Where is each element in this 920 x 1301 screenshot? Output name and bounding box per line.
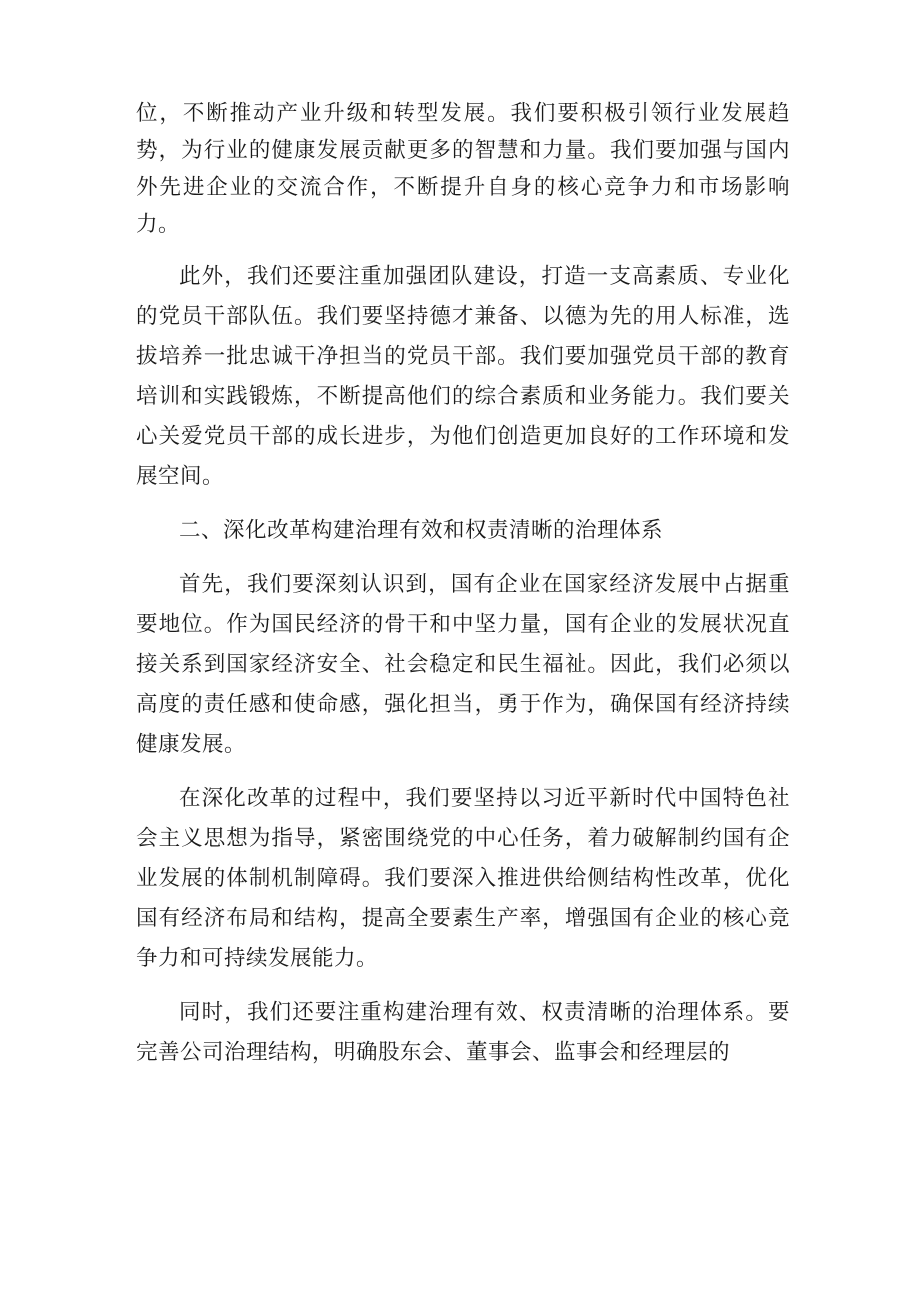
paragraph-governance: 同时，我们还要注重构建治理有效、权责清晰的治理体系。要完善公司治理结构，明确股东会、董事会、监事会和经理层的: [136, 1000, 790, 1065]
section-heading: 二、深化改革构建治理有效和权责清晰的治理体系: [179, 518, 664, 543]
paragraph-firstly: 首先，我们要深刻认识到，国有企业在国家经济发展中占据重要地位。作为国民经济的骨干和中坚力量，国有企业的发展状况直接关系到国家经济安全、社会稳定和民生福祉。因此，我们必须以高度的责任感和使命感，强化担当，勇于作为，确保国有经济持续健康发展。: [136, 572, 790, 757]
paragraph-continuation: 位，不断推动产业升级和转型发展。我们要积极引领行业发展趋势，为行业的健康发展贡献更多的智慧和力量。我们要加强与国内外先进企业的交流合作，不断提升自身的核心竞争力和市场影响力。: [136, 101, 790, 237]
paragraph-deepening-reform: 在深化改革的过程中，我们要坚持以习近平新时代中国特色社会主义思想为指导，紧密围绕党的中心任务，着力破解制约国有企业发展的体制机制障碍。我们要深入推进供给侧结构性改革，优化国有经济布局和结构，提高全要素生产率，增强国有企业的核心竞争力和可持续发展能力。: [136, 786, 790, 971]
document-body: [136, 95, 790, 1073]
paragraph-team-building: 此外，我们还要注重加强团队建设，打造一支高素质、专业化的党员干部队伍。我们要坚持德才兼备、以德为先的用人标准，选拔培养一批忠诚干净担当的党员干部。我们要加强党员干部的教育培训和实践锻炼，不断提高他们的综合素质和业务能力。我们要关心关爱党员干部的成长进步，为他们创造更加良好的工作环境和发展空间。: [136, 264, 790, 489]
